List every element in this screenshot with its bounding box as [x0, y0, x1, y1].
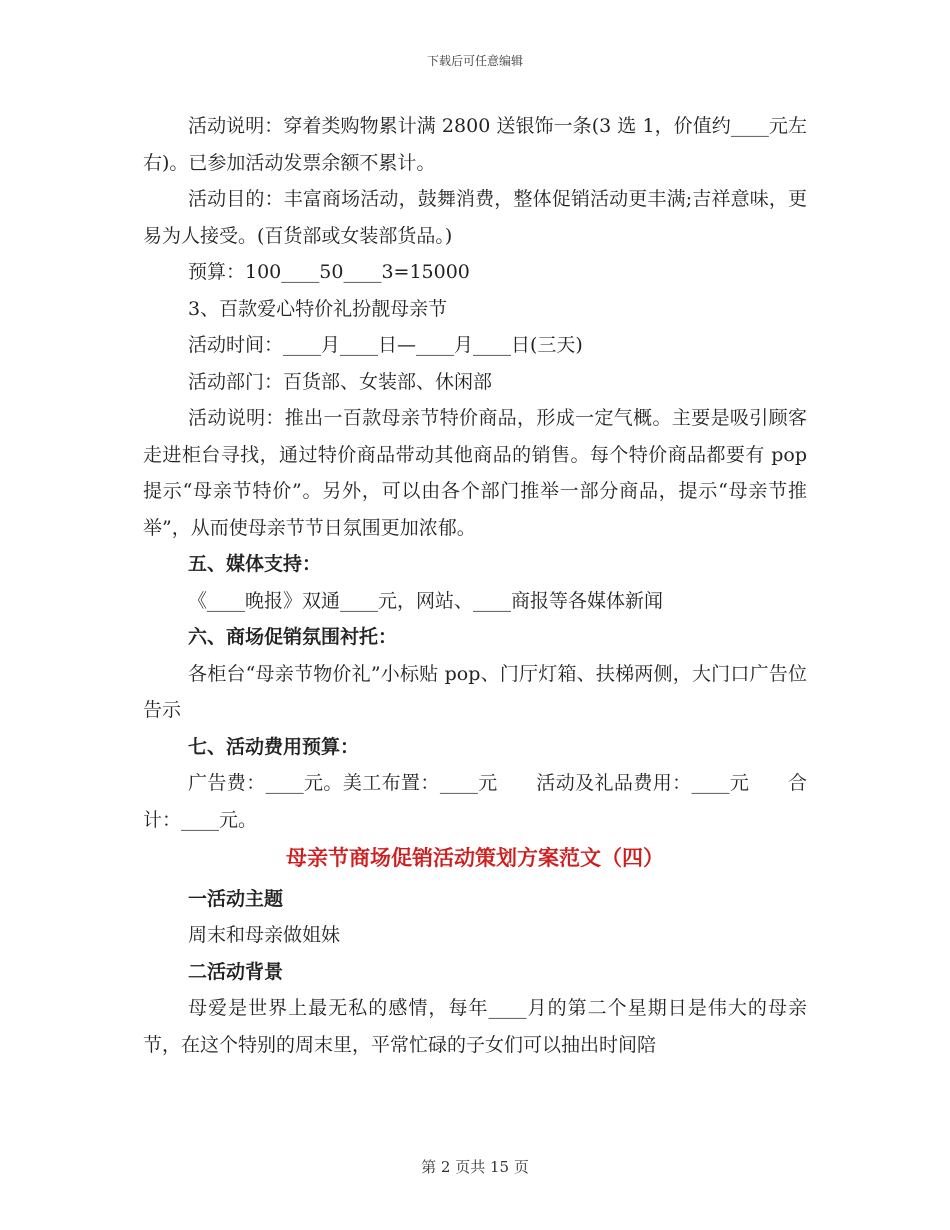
heading-cost-budget: 七、活动费用预算： — [188, 735, 360, 758]
paragraph-activity-purpose: 活动目的：丰富商场活动，鼓舞消费，整体促销活动更丰满;吉祥意味，更易为人接受。(百货部或女装部货品。) — [143, 188, 807, 247]
paragraph-atmosphere: 各柜台“母亲节物价礼”小标贴 pop、门厅灯箱、扶梯两侧，大门口广告位告示 — [143, 662, 807, 721]
heading-activity-theme: 一活动主题 — [188, 887, 284, 910]
paragraph-section-3-heading: 3、百款爱心特价礼扮靓母亲节 — [188, 297, 448, 320]
page-footer: 第 2 页共 15 页 — [421, 1158, 529, 1176]
paragraph-media: 《____晚报》双通____元，网站、____商报等各媒体新闻 — [188, 589, 664, 612]
heading-activity-background: 二活动背景 — [188, 960, 284, 983]
paragraph-budget: 预算：100____50____3=15000 — [188, 261, 470, 283]
page-header: 下载后可任意编辑 — [426, 54, 523, 68]
heading-media-support: 五、媒体支持： — [188, 553, 322, 575]
heading-atmosphere: 六、商场促销氛围衬托： — [188, 626, 398, 648]
paragraph-activity-time: 活动时间：____月____日—____月____日(三天) — [188, 334, 583, 356]
paragraph-activity-description-2: 活动说明：推出一百款母亲节特价商品，形成一定气概。主要是吸引顾客走进柜台寻找，通过特价商品带动其他商品的销售。每个特价商品都要有 pop 提示“母亲节特价”。另外，可以由各个部门推举一部分商品，提示“母亲节推举”，从而使母亲节节日氛围更加浓郁。 — [143, 407, 814, 539]
paragraph-activity-description: 活动说明：穿着类购物累计满 2800 送银饰一条(3 选 1，价值约____元左右)。已参加活动发票余额不累计。 — [143, 115, 807, 174]
paragraph-theme: 周末和母亲做姐妹 — [188, 924, 341, 946]
paragraph-activity-departments: 活动部门：百货部、女装部、休闲部 — [188, 370, 493, 393]
document-body — [143, 108, 814, 1063]
section-title: 母亲节商场促销活动策划方案范文（四） — [286, 845, 664, 870]
paragraph-background: 母爱是世界上最无私的感情，每年____月的第二个星期日是伟大的母亲节，在这个特别的周末里，平常忙碌的子女们可以抽出时间陪 — [143, 997, 807, 1056]
paragraph-costs: 广告费：____元。美工布置：____元 活动及礼品费用：____元 合计：____元。 — [143, 772, 807, 831]
